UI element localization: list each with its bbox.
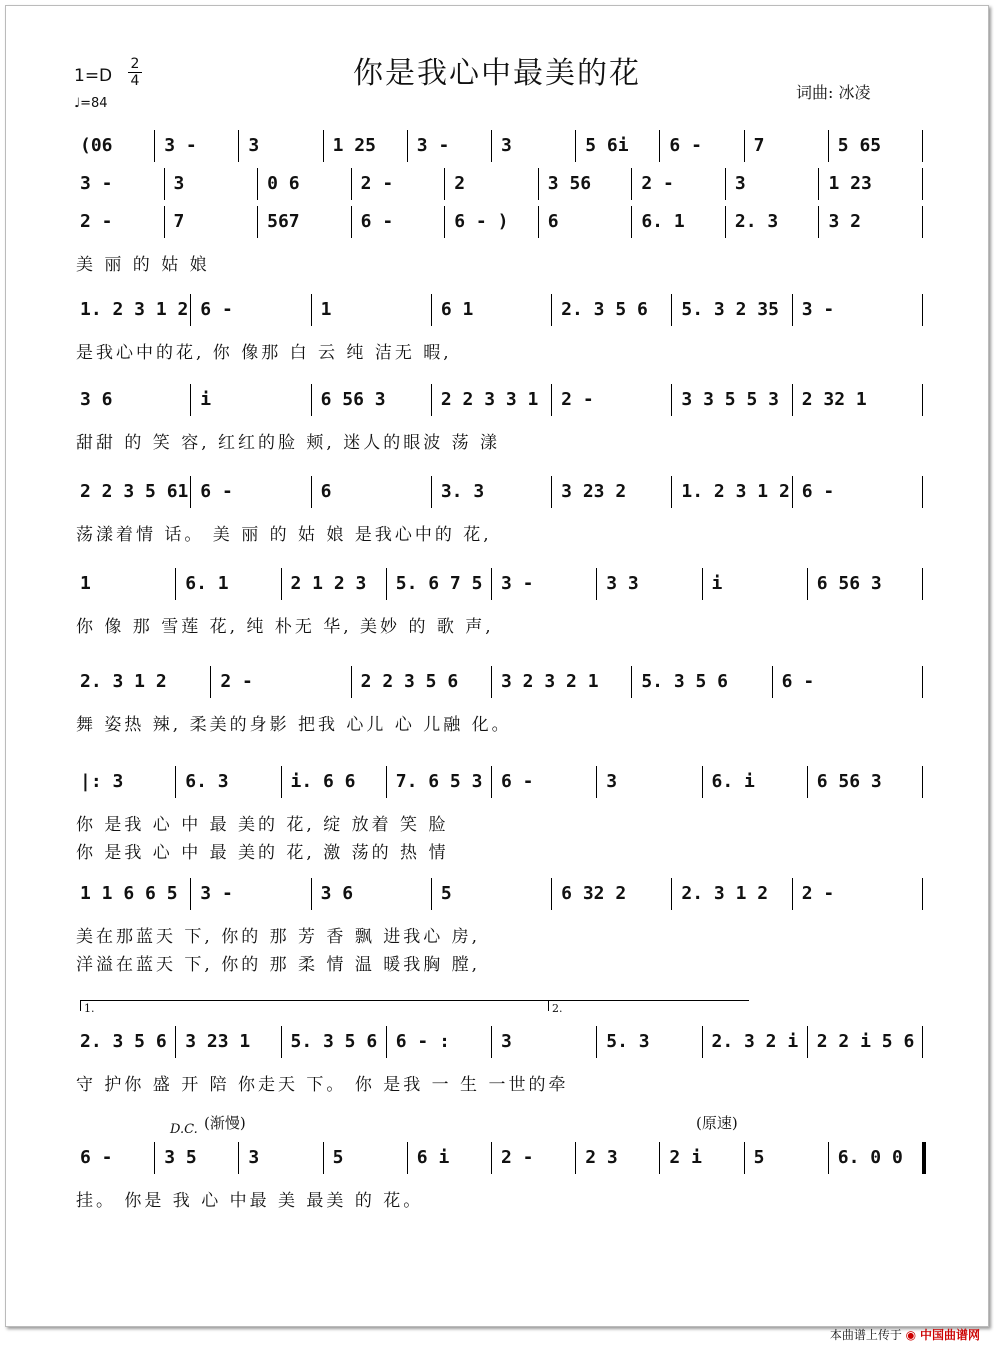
- notation-row: [0, 134, 994, 160]
- bar-line: [744, 130, 745, 162]
- bar-line: [190, 476, 191, 508]
- song-title: 你是我心中最美的花: [353, 56, 641, 91]
- note-group: 2. 3 5 6: [80, 1031, 167, 1052]
- note-group: 3: [501, 135, 512, 156]
- bar-line: [311, 878, 312, 910]
- note-group: 2 2 3 5 6: [360, 671, 459, 692]
- lyric-line: 守 护你 盛 开 陪 你走天 下。 你 是我 一 生 一世的牵: [76, 1075, 569, 1095]
- bar-line: [792, 476, 793, 508]
- note-group: 3 2: [828, 211, 861, 232]
- note-group: 6 - ): [454, 211, 509, 232]
- bar-line: [807, 568, 808, 600]
- note-group: 5. 3 2 35: [681, 299, 779, 320]
- bar-line: [671, 294, 672, 326]
- note-group: 7: [753, 135, 765, 156]
- bar-line: [154, 1142, 155, 1174]
- note-group: 2. 3 5 6: [561, 299, 648, 320]
- note-group: 6 1: [440, 299, 474, 320]
- note-group: 3 -: [164, 135, 197, 156]
- bar-line: [922, 476, 923, 508]
- note-group: 3 23 2: [561, 481, 627, 502]
- note-group: 1 25: [332, 135, 376, 156]
- volta-second-ending: [548, 1000, 749, 1015]
- note-group: 3 6: [80, 389, 113, 410]
- volta-label: 2.: [552, 1002, 563, 1015]
- bar-line: [818, 206, 819, 238]
- bar-line: [922, 130, 923, 162]
- note-group: i. 6 6: [290, 771, 356, 792]
- bar-line: [671, 878, 672, 910]
- note-group: 6. 3: [185, 771, 229, 792]
- bar-line: [792, 384, 793, 416]
- bar-line: [175, 1026, 176, 1058]
- bar-line: [575, 130, 576, 162]
- bar-line: [407, 1142, 408, 1174]
- note-group: 2 32 1: [801, 389, 867, 410]
- bar-line: [744, 1142, 745, 1174]
- bar-line: [538, 168, 539, 200]
- bar-line: [323, 130, 324, 162]
- bar-line: [922, 568, 923, 600]
- lyric-line: 甜甜 的 笑 容, 红红的脸 颊, 迷人的眼波 荡 漾: [76, 433, 501, 453]
- bar-line: [190, 384, 191, 416]
- note-group: 6 -: [801, 481, 835, 502]
- bar-line: [792, 878, 793, 910]
- bar-line: [281, 1026, 282, 1058]
- note-group: 5. 3: [606, 1031, 650, 1052]
- bar-line: [725, 168, 726, 200]
- note-group: 2 2 i 5 6: [816, 1031, 915, 1052]
- bar-line: [351, 206, 352, 238]
- footer-upload-text: 本曲谱上传于: [829, 1328, 902, 1342]
- bar-line: [551, 294, 552, 326]
- bar-line: [631, 206, 632, 238]
- note-group: 2. 3 2 i: [711, 1031, 799, 1052]
- bar-line: [491, 1026, 492, 1058]
- note-group: 5: [440, 883, 452, 904]
- bar-line: [444, 206, 445, 238]
- bar-line: [386, 568, 387, 600]
- note-group: 6 -: [200, 299, 233, 320]
- note-group: 3: [606, 771, 618, 792]
- bar-line: [922, 294, 923, 326]
- bar-line: [431, 294, 432, 326]
- note-group: 7: [173, 211, 185, 232]
- note-group: 3: [173, 173, 185, 194]
- note-group: 5 6i: [585, 135, 629, 156]
- bar-line: [257, 168, 258, 200]
- lyric-line: 美在那蓝天 下, 你的 那 芳 香 飘 进我心 房,: [76, 927, 481, 947]
- note-group: 2 -: [641, 173, 674, 194]
- note-group: 2 -: [561, 389, 594, 410]
- volta-first-ending: [80, 1000, 551, 1015]
- note-group: 2 -: [501, 1147, 534, 1168]
- note-group: 1. 2 3 1 2: [681, 481, 790, 502]
- bar-line: [772, 666, 773, 698]
- notation-row: [0, 172, 994, 198]
- note-group: 3. 3: [440, 481, 485, 502]
- note-group: 2. 3 1 2: [681, 883, 769, 904]
- bar-line: [702, 568, 703, 600]
- note-group: 0 6: [267, 173, 300, 194]
- note-group: 1: [320, 299, 332, 320]
- note-group: 5. 3 5 6: [290, 1031, 378, 1052]
- notation-row: [0, 770, 994, 796]
- bar-line: [210, 666, 211, 698]
- bar-line: [386, 1026, 387, 1058]
- bar-line: [551, 384, 552, 416]
- bar-line: [922, 1026, 923, 1058]
- bar-line: [551, 878, 552, 910]
- bar-line: [431, 476, 432, 508]
- bar-line: [702, 1026, 703, 1058]
- note-group: 3: [734, 173, 746, 194]
- footer-credit: [830, 1326, 980, 1343]
- notation-row: [0, 1114, 994, 1172]
- notation-row: [0, 298, 994, 324]
- tempo-value: =84: [80, 96, 108, 111]
- note-group: 6 -: [360, 211, 394, 232]
- note-group: 6 -: [80, 1147, 113, 1168]
- bar-line: [725, 206, 726, 238]
- bar-line: [238, 130, 239, 162]
- bar-line: [828, 1142, 829, 1174]
- note-group: 5. 3 5 6: [641, 671, 729, 692]
- note-group: 2 i: [669, 1147, 702, 1168]
- note-group: 3: [248, 135, 260, 156]
- note-group: 3 -: [80, 173, 113, 194]
- bar-line: [175, 766, 176, 798]
- lyric-line: 你 是我 心 中 最 美的 花, 绽 放着 笑 脸: [76, 815, 449, 835]
- final-bar-line: [922, 1142, 926, 1174]
- bar-line: [792, 294, 793, 326]
- bar-line: [164, 168, 165, 200]
- note-group: 6 - :: [395, 1031, 450, 1052]
- lyric-line: 洋溢在蓝天 下, 你的 那 柔 情 温 暖我胸 膛,: [76, 955, 481, 975]
- bar-line: [631, 666, 632, 698]
- time-signature: [128, 56, 142, 89]
- note-group: 3 5: [164, 1147, 197, 1168]
- site-logo-icon: ◉: [905, 1328, 917, 1342]
- note-group: 3 2 3 2 1: [501, 671, 599, 692]
- bar-line: [922, 766, 923, 798]
- bar-line: [807, 766, 808, 798]
- bar-line: [922, 168, 923, 200]
- bar-line: [431, 384, 432, 416]
- note-group: 2. 3 1 2: [80, 671, 167, 692]
- notation-row: [0, 572, 994, 598]
- note-group: 2 2 3 3 1: [440, 389, 539, 410]
- dc-marking: D.C.: [170, 1122, 198, 1137]
- bar-line: [596, 766, 597, 798]
- bar-line: [702, 766, 703, 798]
- note-group: 1. 2 3 1 2: [80, 299, 189, 320]
- note-group: 6 -: [200, 481, 233, 502]
- note-group: 3 -: [416, 135, 450, 156]
- note-group: 3: [248, 1147, 260, 1168]
- lyric-line: 荡漾着情 话。 美 丽 的 姑 娘 是我心中的 花,: [76, 525, 492, 545]
- note-group: 6 56 3: [320, 389, 386, 410]
- note-group: 1 23: [828, 173, 872, 194]
- bar-line: [311, 384, 312, 416]
- bar-line: [431, 878, 432, 910]
- bar-line: [164, 206, 165, 238]
- key-signature: 1=D: [74, 66, 113, 86]
- bar-line: [922, 384, 923, 416]
- bar-line: [257, 206, 258, 238]
- bar-line: [491, 1142, 492, 1174]
- note-group: (06: [80, 135, 113, 156]
- bar-line: [491, 568, 492, 600]
- note-group: 2 -: [220, 671, 253, 692]
- bar-line: [190, 878, 191, 910]
- bar-line: [491, 666, 492, 698]
- note-group: 2 -: [801, 883, 835, 904]
- note-group: 6. i: [711, 771, 755, 792]
- note-group: 3 -: [801, 299, 835, 320]
- bar-line: [281, 766, 282, 798]
- notation-row: [0, 882, 994, 908]
- bar-line: [828, 130, 829, 162]
- note-group: 2 -: [80, 211, 113, 232]
- bar-line: [281, 568, 282, 600]
- tempo-marking: [74, 96, 108, 111]
- bar-line: [659, 130, 660, 162]
- note-group: i: [200, 389, 212, 410]
- author-credit: 词曲: 冰凌: [796, 83, 871, 102]
- note-group: 6 56 3: [816, 573, 882, 594]
- footer-site-name: 中国曲谱网: [919, 1328, 980, 1342]
- note-group: 5 65: [837, 135, 882, 156]
- notation-row: [0, 388, 994, 414]
- bar-line: [575, 1142, 576, 1174]
- volta-label: 1.: [84, 1002, 95, 1015]
- a-tempo-marking: (原速): [696, 1114, 738, 1132]
- bar-line: [175, 568, 176, 600]
- bar-line: [922, 878, 923, 910]
- bar-line: [444, 168, 445, 200]
- bar-line: [818, 168, 819, 200]
- bar-line: [671, 384, 672, 416]
- lyric-line: 是我心中的花, 你 像那 白 云 纯 洁无 暇,: [76, 343, 452, 363]
- note-group: |: 3: [80, 771, 124, 792]
- bar-line: [551, 476, 552, 508]
- note-group: 6 -: [669, 135, 702, 156]
- bar-line: [407, 130, 408, 162]
- bar-line: [807, 1026, 808, 1058]
- time-top: 2: [130, 56, 140, 72]
- score-page: [5, 5, 989, 1327]
- bar-line: [491, 766, 492, 798]
- note-group: i: [711, 573, 723, 594]
- note-group: 6. 1: [185, 573, 229, 594]
- bar-line: [238, 1142, 239, 1174]
- lyric-line: 你 像 那 雪莲 花, 纯 朴无 华, 美妙 的 歌 声,: [76, 617, 494, 637]
- lyric-line: 你 是我 心 中 最 美的 花, 激 荡的 热 情: [76, 843, 449, 863]
- bar-line: [922, 206, 923, 238]
- notation-row: [0, 1002, 994, 1056]
- note-group: 3 -: [501, 573, 534, 594]
- bar-line: [154, 130, 155, 162]
- bar-line: [351, 666, 352, 698]
- note-group: 2 -: [360, 173, 394, 194]
- bar-line: [631, 168, 632, 200]
- bar-line: [538, 206, 539, 238]
- note-group: 5. 6 7 5: [395, 573, 483, 594]
- note-group: 6 -: [501, 771, 534, 792]
- note-group: 6 32 2: [561, 883, 627, 904]
- note-group: 1 1 6 6 5: [80, 883, 178, 904]
- lyric-line: 舞 姿热 辣, 柔美的身影 把我 心儿 心 儿融 化。: [76, 715, 512, 735]
- lyric-line: 美 丽 的 姑 娘: [76, 255, 210, 275]
- note-group: 5: [332, 1147, 344, 1168]
- note-group: 3 3: [606, 573, 639, 594]
- note-group: 3: [501, 1031, 512, 1052]
- note-group: 6 56 3: [816, 771, 882, 792]
- note-group: 7. 6 5 3: [395, 771, 483, 792]
- quarter-note-icon: ♩: [74, 96, 81, 111]
- notation-row: [0, 670, 994, 696]
- note-group: 3 23 1: [185, 1031, 251, 1052]
- time-bottom: 4: [128, 72, 142, 89]
- bar-line: [596, 1026, 597, 1058]
- note-group: 567: [267, 211, 300, 232]
- note-group: 3 6: [320, 883, 354, 904]
- note-group: 3 56: [547, 173, 592, 194]
- note-group: 6: [547, 211, 559, 232]
- bar-line: [659, 1142, 660, 1174]
- note-group: 6. 1: [641, 211, 685, 232]
- bar-line: [386, 766, 387, 798]
- bar-line: [596, 568, 597, 600]
- note-group: 1: [80, 573, 91, 594]
- note-group: 3 3 5 5 3: [681, 389, 779, 410]
- ritardando-marking: (渐慢): [204, 1114, 246, 1132]
- bar-line: [491, 130, 492, 162]
- note-group: 2 1 2 3: [290, 573, 367, 594]
- note-group: 6 i: [416, 1147, 450, 1168]
- note-group: 2 2 3 5 61: [80, 481, 189, 502]
- bar-line: [311, 476, 312, 508]
- note-group: 6. 0 0: [837, 1147, 903, 1168]
- bar-line: [351, 168, 352, 200]
- bar-line: [311, 294, 312, 326]
- note-group: 2. 3: [734, 211, 779, 232]
- notation-row: [0, 210, 994, 236]
- bar-line: [671, 476, 672, 508]
- note-group: 2 3: [585, 1147, 618, 1168]
- note-group: 5: [753, 1147, 765, 1168]
- notation-row: [0, 480, 994, 506]
- note-group: 6: [320, 481, 332, 502]
- bar-line: [190, 294, 191, 326]
- note-group: 2: [454, 173, 466, 194]
- lyric-line: 挂。 你是 我 心 中最 美 最美 的 花。: [76, 1191, 424, 1211]
- bar-line: [323, 1142, 324, 1174]
- bar-line: [922, 666, 923, 698]
- note-group: 6 -: [781, 671, 815, 692]
- note-group: 3 -: [200, 883, 233, 904]
